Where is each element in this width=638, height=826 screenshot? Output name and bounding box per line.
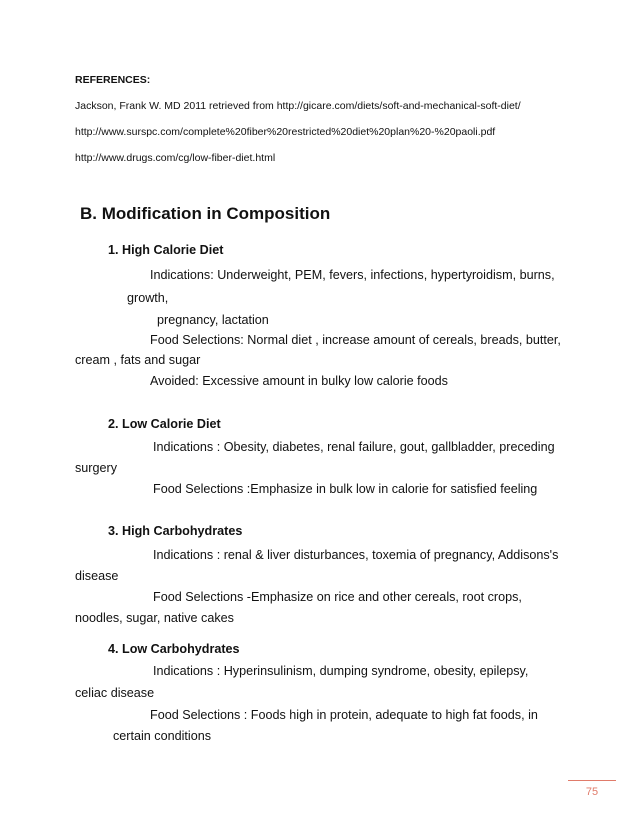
reference-line: Jackson, Frank W. MD 2011 retrieved from http://gicare.com/diets/soft-and-mechanical-soft-diet/	[75, 100, 521, 112]
footer-rule	[568, 780, 616, 781]
item-line: disease	[75, 569, 119, 583]
section-heading: B. Modification in Composition	[80, 204, 331, 223]
item-line: Food Selections -Emphasize on rice and other cereals, root crops,	[153, 590, 522, 604]
item-line: certain conditions	[113, 729, 212, 743]
item-line: noodles, sugar, native cakes	[75, 611, 234, 625]
item-line: growth,	[127, 291, 169, 305]
page-number: 75	[585, 786, 599, 798]
item-line: Indications : renal & liver disturbances, toxemia of pregnancy, Addisons's	[153, 548, 559, 562]
item-title: 2. Low Calorie Diet	[108, 417, 221, 431]
item-line: Food Selections: Normal diet , increase amount of cereals, breads, butter,	[150, 333, 561, 347]
item-title: 3. High Carbohydrates	[108, 524, 243, 538]
references-heading: REFERENCES:	[75, 74, 151, 86]
item-line: surgery	[75, 461, 117, 475]
item-line: cream , fats and sugar	[75, 353, 201, 367]
reference-line: http://www.drugs.com/cg/low-fiber-diet.html	[75, 152, 276, 164]
item-title: 1. High Calorie Diet	[108, 243, 224, 257]
item-line: Indications: Underweight, PEM, fevers, infections, hypertyroidism, burns,	[150, 268, 555, 282]
item-title: 4. Low Carbohydrates	[108, 642, 240, 656]
reference-line: http://www.surspc.com/complete%20fiber%20restricted%20diet%20plan%20-%20paoli.pdf	[75, 126, 496, 138]
item-line: Avoided: Excessive amount in bulky low calorie foods	[150, 374, 448, 388]
item-line: Indications : Obesity, diabetes, renal failure, gout, gallbladder, preceding	[153, 440, 555, 454]
item-line: celiac disease	[75, 686, 155, 700]
item-line: Food Selections :Emphasize in bulk low in calorie for satisfied feeling	[153, 482, 538, 496]
item-line: pregnancy, lactation	[157, 313, 269, 327]
item-line: Food Selections : Foods high in protein, adequate to high fat foods, in	[150, 708, 538, 722]
item-line: Indications : Hyperinsulinism, dumping syndrome, obesity, epilepsy,	[153, 664, 529, 678]
